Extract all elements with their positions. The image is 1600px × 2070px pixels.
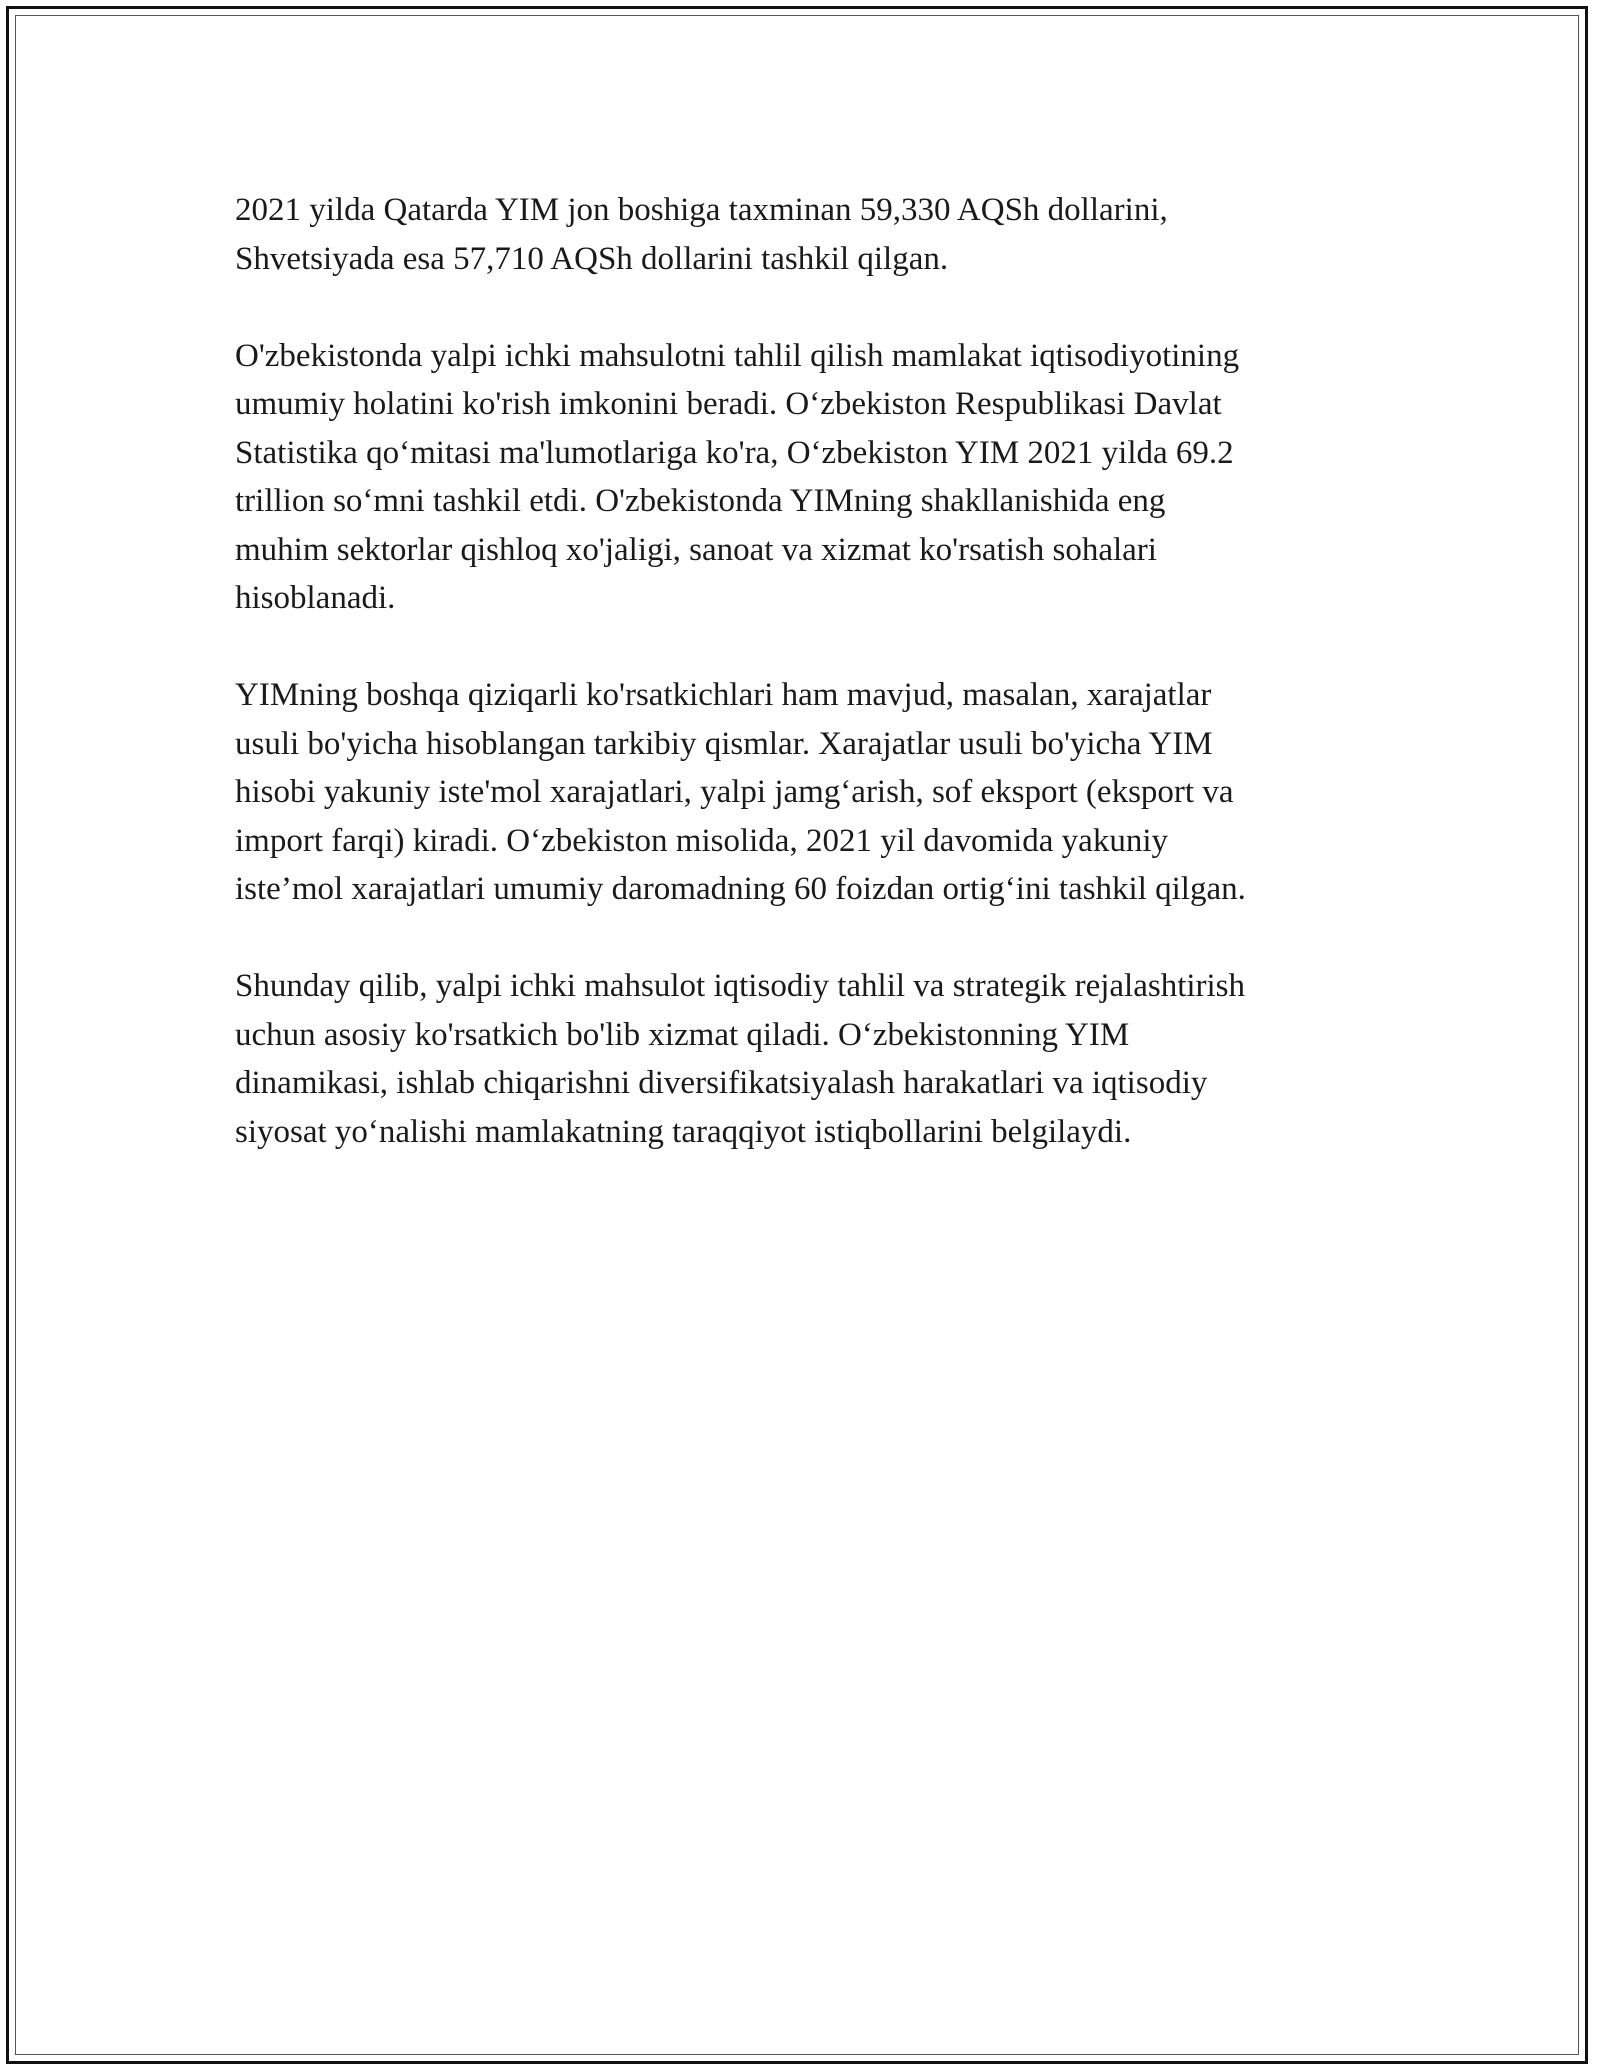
paragraph-2: O'zbekistonda yalpi ichki mahsulotni tahlil qilish mamlakat iqtisodiyotining umumiy holatini ko'rish imkonini beradi. O‘zbekiston Respublikasi Davlat Statistika qo‘mitasi ma'lumotlariga ko'ra, O‘zbekiston YIM 2021 yilda 69.2 trillion so‘mni tashkil etdi. O'zbekistonda YIMning shakllanishida eng muhim sektorlar qishloq xo'jaligi, sanoat va xizmat ko'rsatish sohalari hisoblanadi. bbox=[235, 337, 1240, 616]
paragraph-1: 2021 yilda Qatarda YIM jon boshiga taxminan 59,330 AQSh dollarini, Shvetsiyada esa 57,710 AQSh dollarini tashkil qilgan. bbox=[235, 192, 1168, 277]
paragraph-3: YIMning boshqa qiziqarli ko'rsatkichlari ham mavjud, masalan, xarajatlar usuli bo'yicha hisoblangan tarkibiy qismlar. Xarajatlar usuli bo'yicha YIM hisobi yakuniy iste'mol xarajatlari, yalpi jamg‘arish, sof eksport (eksport va import farqi) kiradi. O‘zbekiston misolida, 2021 yil davomida yakuniy iste’mol xarajatlari umumiy daromadning 60 foizdan ortig‘ini tashkil qilgan. bbox=[235, 677, 1246, 907]
document-body bbox=[235, 186, 1375, 1205]
paragraph-4: Shunday qilib, yalpi ichki mahsulot iqtisodiy tahlil va strategik rejalashtirish uchun asosiy ko'rsatkich bo'lib xizmat qiladi. O‘zbekistonning YIM dinamikasi, ishlab chiqarishni diversifikatsiyalash harakatlari va iqtisodiy siyosat yo‘nalishi mamlakatning taraqqiyot istiqbollarini belgilaydi. bbox=[235, 968, 1246, 1150]
